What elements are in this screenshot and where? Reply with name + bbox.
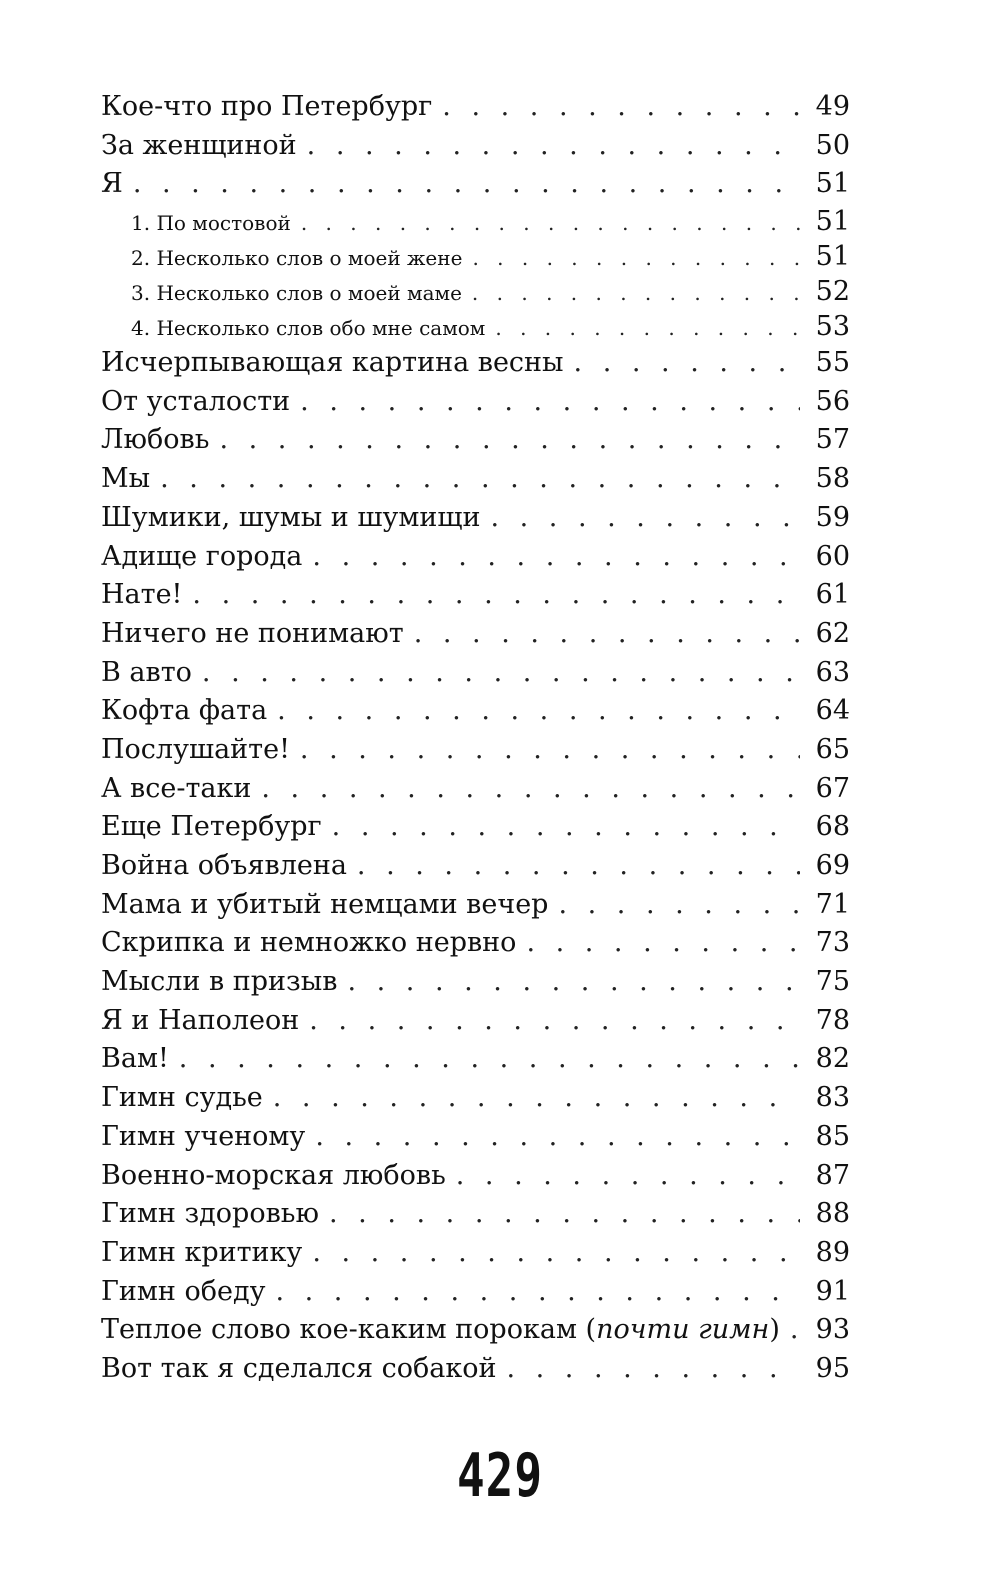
- toc-entry-page: 69: [815, 850, 850, 881]
- dot-leader: [273, 1079, 800, 1118]
- toc-entry: [101, 1273, 850, 1312]
- toc-entry-title: Мама и убитый немцами вечер: [101, 888, 549, 920]
- toc-entry-title: Вот так я сделался собакой: [101, 1352, 497, 1384]
- toc-entry-title: Кофта фата: [101, 695, 268, 727]
- toc-subentry-title: 3. Несколько слов о моей маме: [131, 281, 462, 306]
- toc-entry-title: Военно-морская любовь: [101, 1159, 446, 1191]
- toc-entry: [101, 731, 850, 770]
- toc-entry: [101, 1234, 850, 1273]
- toc-subentry-title: 4. Несколько слов обо мне самом: [131, 316, 486, 341]
- toc-entry-title: Мысли в призыв: [101, 966, 338, 998]
- toc-entry-title-italic: почти гимн: [596, 1314, 770, 1346]
- dot-leader: [307, 127, 800, 166]
- dot-leader: [261, 770, 800, 809]
- toc-entry-title: Шумики, шумы и шумищи: [101, 501, 481, 533]
- dot-leader: [526, 924, 800, 963]
- toc-entry: [101, 1040, 850, 1079]
- dot-leader: [495, 311, 800, 346]
- toc-entry-title: От усталости: [101, 385, 291, 417]
- toc-entry: [101, 576, 850, 615]
- toc-entry-page: 85: [815, 1120, 850, 1152]
- toc-entry: [101, 615, 850, 654]
- toc-entry-page: 51: [815, 168, 850, 200]
- toc-entry-title: Исчерпывающая картина весны: [101, 347, 564, 379]
- dot-leader: [442, 88, 800, 127]
- dot-leader: [558, 886, 800, 925]
- toc-entry-title: Мы: [101, 463, 151, 495]
- toc-entry: [101, 499, 850, 538]
- toc-entry-page: 61: [815, 579, 850, 611]
- toc-entry: [101, 344, 850, 383]
- toc-entry-title: Война объявлена: [101, 850, 347, 881]
- toc-entry-page: 73: [815, 927, 850, 959]
- dot-leader: [490, 499, 800, 538]
- toc-entry-title: Гимн здоровью: [101, 1198, 320, 1230]
- toc-entry: [101, 1195, 850, 1234]
- toc-entry: [101, 1350, 850, 1389]
- toc-entry-page: 49: [815, 91, 850, 122]
- toc-entry-page: 57: [815, 424, 850, 456]
- dot-leader: [472, 276, 800, 311]
- toc-entry: [101, 460, 850, 499]
- toc-subentry-page: 51: [815, 206, 850, 238]
- toc-subentry-page: 51: [815, 241, 850, 273]
- toc-entry-title: Кое-что про Петербург: [101, 91, 433, 122]
- toc-entry: [101, 1118, 850, 1157]
- toc-entry-page: 59: [815, 501, 850, 533]
- toc-entry-page: 55: [815, 347, 850, 379]
- toc-entry: [101, 1157, 850, 1196]
- toc-entry-title: За женщиной: [101, 129, 297, 161]
- toc-entry-page: 65: [815, 733, 850, 765]
- toc-entry: [101, 1002, 850, 1041]
- toc-entry-page: 56: [815, 385, 850, 417]
- toc-entry-page: 83: [815, 1082, 850, 1114]
- dot-leader: [574, 344, 800, 383]
- toc-entry: [101, 383, 850, 422]
- toc-entry-title: Я и Наполеон: [101, 1004, 300, 1036]
- toc-entry-page: 64: [815, 695, 850, 727]
- toc-entry-page: 75: [815, 966, 850, 998]
- toc-entry-page: 89: [815, 1236, 850, 1268]
- toc-entry-page: 63: [815, 656, 850, 688]
- dot-leader: [312, 1234, 800, 1273]
- toc-entry-page: 68: [815, 811, 850, 843]
- toc-entry-page: 71: [815, 888, 850, 920]
- toc-entry-page: 58: [815, 463, 850, 495]
- toc-subentry: [101, 274, 850, 309]
- dot-leader: [332, 808, 800, 847]
- dot-leader: [790, 1311, 800, 1350]
- toc-entry: [101, 770, 850, 809]
- toc-entry-title: Вам!: [101, 1043, 169, 1075]
- dot-leader: [277, 692, 800, 731]
- toc-entry-title: Я: [101, 168, 123, 200]
- toc-entry-title: Скрипка и немножко нервно: [101, 927, 517, 959]
- toc-entry-page: 82: [815, 1043, 850, 1075]
- dot-leader: [315, 1118, 800, 1157]
- dot-leader: [202, 654, 800, 693]
- dot-leader: [300, 383, 800, 422]
- toc-entry: [101, 654, 850, 693]
- toc-entry-title: Еще Петербург: [101, 811, 322, 843]
- dot-leader: [179, 1040, 800, 1079]
- dot-leader: [312, 538, 800, 577]
- toc-entry-page: 62: [815, 617, 850, 649]
- toc-entry: [101, 421, 850, 460]
- toc-entry: [101, 1079, 850, 1118]
- toc-subentry: [101, 309, 850, 344]
- dot-leader: [300, 731, 800, 770]
- toc-entry-title: Адище города: [101, 540, 303, 572]
- dot-leader: [506, 1350, 800, 1389]
- toc-entry-title: А все-таки: [101, 772, 252, 804]
- dot-leader: [472, 241, 800, 276]
- toc-entry-page: 78: [815, 1004, 850, 1036]
- toc-entry: [101, 924, 850, 963]
- toc-entry-page: 91: [815, 1275, 850, 1307]
- toc-entry: [101, 692, 850, 731]
- toc-entry: [101, 127, 850, 166]
- dot-leader: [219, 421, 800, 460]
- toc-entry-page: 87: [815, 1159, 850, 1191]
- toc-entry-title: Гимн обеду: [101, 1275, 266, 1307]
- toc-entry-page: 50: [815, 129, 850, 161]
- toc-entry-page: 67: [815, 772, 850, 804]
- toc-subentry-title: 1. По мостовой: [131, 211, 291, 236]
- toc-entry: [101, 963, 850, 1002]
- dot-leader: [275, 1273, 800, 1312]
- toc-entry: [101, 165, 850, 204]
- dot-leader: [192, 576, 800, 615]
- dot-leader: [309, 1002, 800, 1041]
- toc-entry-title: Гимн критику: [101, 1236, 303, 1268]
- toc-entry: [101, 1311, 850, 1350]
- dot-leader: [357, 847, 800, 886]
- toc-subentry: [101, 239, 850, 274]
- toc-entry-page: 88: [815, 1198, 850, 1230]
- toc-subentry-page: 53: [815, 311, 850, 343]
- dot-leader: [414, 615, 800, 654]
- toc-entry: [101, 88, 850, 127]
- toc-entry-title: Нате!: [101, 579, 183, 611]
- toc-entry: [101, 886, 850, 925]
- toc-subentry: [101, 204, 850, 239]
- toc-entry-title-main: Теплое слово кое-каким порокам: [101, 1314, 577, 1346]
- dot-leader: [301, 206, 800, 241]
- toc-entry-title: Ничего не понимают: [101, 617, 404, 649]
- toc-entry: [101, 538, 850, 577]
- toc-entry-title: Гимн судье: [101, 1082, 263, 1114]
- toc-entry-title: Гимн ученому: [101, 1120, 306, 1152]
- toc-entry-page: 60: [815, 540, 850, 572]
- toc-entry-title: В авто: [101, 656, 192, 688]
- toc-entry-page: 93: [815, 1314, 850, 1346]
- toc-subentry-page: 52: [815, 276, 850, 308]
- page-number: 429: [456, 1439, 544, 1511]
- dot-leader: [456, 1157, 800, 1196]
- dot-leader: [329, 1195, 800, 1234]
- dot-leader: [133, 165, 800, 204]
- table-of-contents: [101, 88, 850, 1389]
- toc-entry-page: 95: [815, 1352, 850, 1384]
- toc-entry-title: Теплое слово кое-каким порокам (почти гимн): [101, 1314, 780, 1346]
- toc-entry-title: Любовь: [101, 424, 210, 456]
- dot-leader: [160, 460, 800, 499]
- toc-subentry-title: 2. Несколько слов о моей жене: [131, 246, 463, 271]
- toc-entry: [101, 808, 850, 847]
- toc-entry-title: Послушайте!: [101, 733, 290, 765]
- dot-leader: [347, 963, 800, 1002]
- toc-entry: [101, 847, 850, 886]
